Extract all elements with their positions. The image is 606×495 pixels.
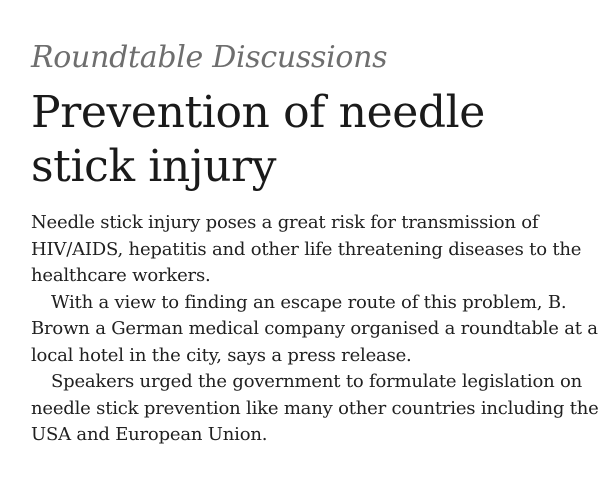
article-paragraph: Needle stick injury poses a great risk for transmission of HIV/AIDS, hepatitis and other life threatening diseases to the healthcare workers.	[31, 212, 582, 286]
article-body	[31, 210, 601, 449]
section-kicker: Roundtable Discussions	[31, 40, 388, 75]
article-paragraph: Speakers urged the government to formulate legislation on needle stick prevention like many other countries including the USA and European Union.	[31, 371, 599, 445]
article-headline: Prevention of needle stick injury	[31, 87, 485, 192]
article-paragraph: With a view to finding an escape route of this problem, B. Brown a German medical company organised a roundtable at a local hotel in the city, says a press release.	[31, 291, 598, 366]
